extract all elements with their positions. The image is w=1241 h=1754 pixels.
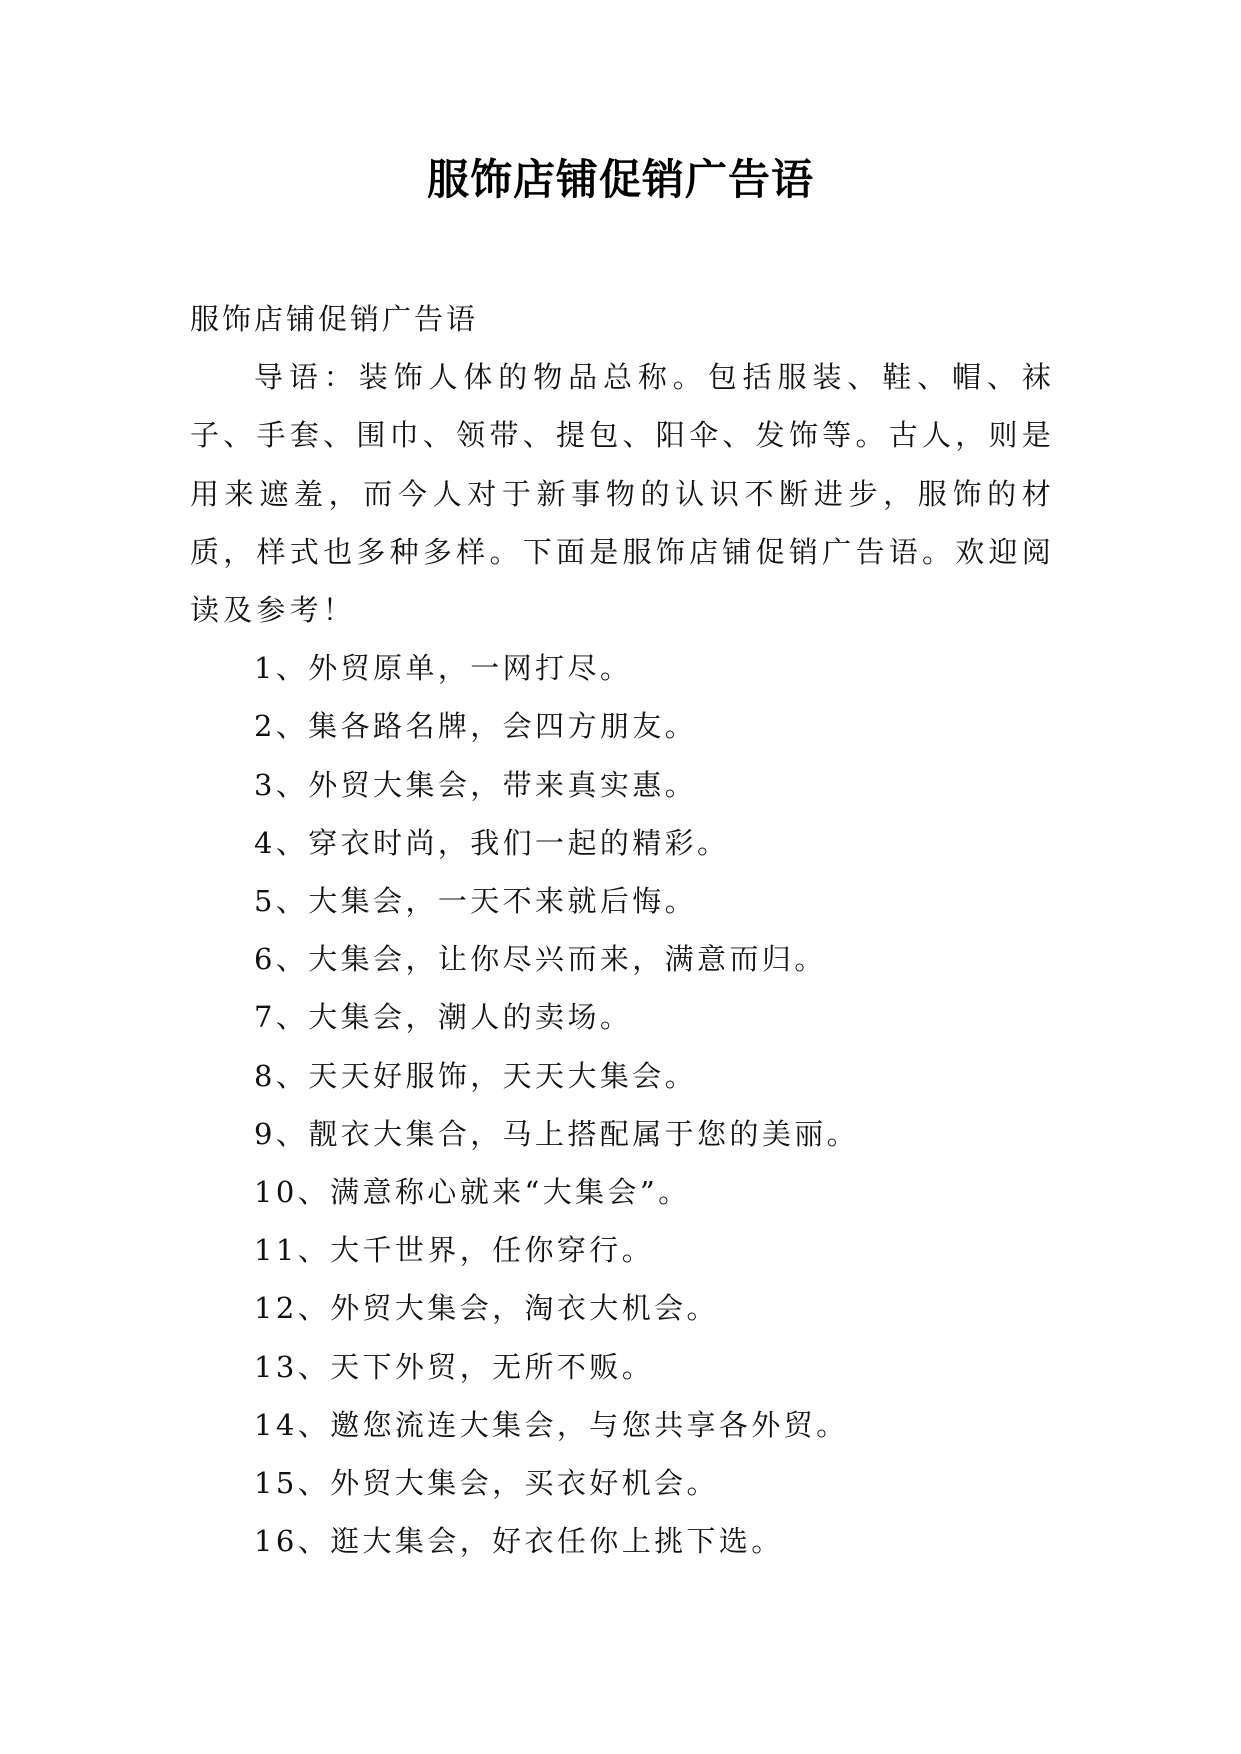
intro-paragraph: 导语：装饰人体的物品总称。包括服装、鞋、帽、袜子、手套、围巾、领带、提包、阳伞、发饰等。古人，则是用来遮羞，而今人对于新事物的认识不断进步，服饰的材质，样式也多种多样。下面是服饰店铺促销广告语。欢迎阅读及参考！ [190,360,1055,628]
slogan-item: 12、外贸大集会，淘衣大机会。 [254,1291,719,1326]
document-subtitle: 服饰店铺促销广告语 [190,302,479,336]
slogan-item: 6、大集会，让你尽兴而来，满意而归。 [254,942,827,977]
slogan-item: 4、穿衣时尚，我们一起的精彩。 [254,825,730,860]
slogan-item: 8、天天好服饰，天天大集会。 [254,1058,698,1093]
slogan-item: 3、外贸大集会，带来真实惠。 [254,767,698,802]
slogan-item: 1、外贸原单，一网打尽。 [254,651,633,686]
slogan-item: 13、天下外贸，无所不贩。 [254,1349,655,1384]
slogan-item: 14、邀您流连大集会，与您共享各外贸。 [254,1407,849,1442]
slogan-item: 11、大千世界，任你穿行。 [254,1233,655,1268]
slogan-item: 9、靓衣大集合，马上搭配属于您的美丽。 [254,1116,860,1151]
document-title: 服饰店铺促销广告语 [426,155,814,204]
slogan-item: 2、集各路名牌，会四方朋友。 [254,709,698,744]
document-body [190,290,1055,1570]
slogan-item: 15、外贸大集会，买衣好机会。 [254,1466,719,1501]
slogan-item: 5、大集会，一天不来就后悔。 [254,884,698,919]
slogan-item: 10、满意称心就来“大集会”。 [254,1175,691,1210]
slogan-item: 16、逛大集会，好衣任你上挑下选。 [254,1524,784,1559]
slogan-item: 7、大集会，潮人的卖场。 [254,1000,633,1035]
slogan-list [190,639,1055,1570]
